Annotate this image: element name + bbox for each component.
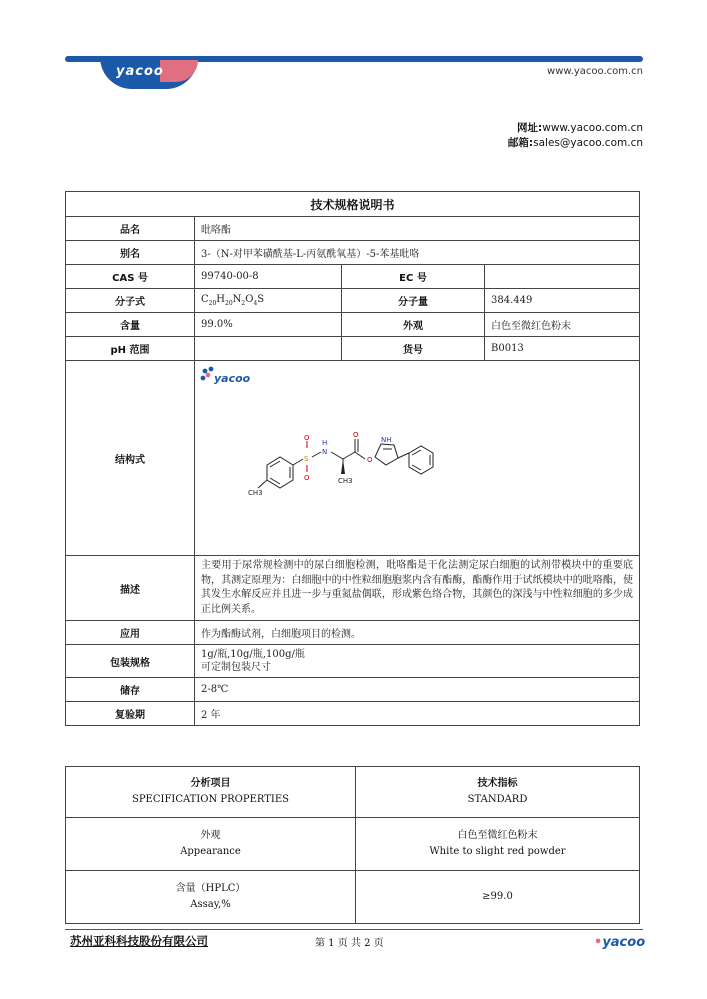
- use-value: 作为酯酶试剂，白细胞项目的检测。: [195, 621, 640, 645]
- structure-logo: [201, 367, 251, 385]
- footer-divider: [65, 929, 643, 930]
- alias-label: 别名: [66, 241, 195, 265]
- structure-label: 结构式: [66, 361, 195, 556]
- cas-label: CAS 号: [66, 265, 195, 289]
- svg-text:O: O: [367, 456, 373, 464]
- content-label: 含量: [66, 313, 195, 337]
- spec-title: 技术规格说明书: [66, 192, 640, 217]
- analysis-row-standard: ≥99.0: [356, 871, 640, 924]
- analysis-row-item: 含量（HPLC） Assay,%: [66, 871, 356, 924]
- desc-value: 主要用于尿常规检测中的尿白细胞检测，吡咯酯是干化法测定尿白细胞的试剂带模块中的重要底物，其测定原理为：白细胞中的中性粒细胞胞浆内含有酯酶，酯酶作用于试纸模块中的吡咯酯，使其发生水解反应并且进一步与重氮盐偶联，形成紫色络合物，其颜色的深浅与中性粒细胞的多少成正比例关系。: [195, 556, 640, 621]
- svg-text:N: N: [322, 448, 328, 456]
- pack-line-1: 1g/瓶,10g/瓶,100g/瓶: [201, 649, 305, 660]
- storage-value: 2-8℃: [195, 678, 640, 702]
- ph-value: [195, 337, 342, 361]
- header-logo-accent: [160, 60, 198, 82]
- pack-value: [195, 645, 640, 678]
- catalog-value: B0013: [485, 337, 640, 361]
- svg-text:O: O: [353, 431, 359, 439]
- svg-text:NH: NH: [381, 436, 392, 444]
- ec-label: EC 号: [342, 265, 485, 289]
- appearance-value: 白色至微红色粉末: [485, 313, 640, 337]
- analysis-col-standard: 技术指标 STANDARD: [356, 767, 640, 818]
- structure-image: [195, 361, 640, 556]
- ec-value: [485, 265, 640, 289]
- mw-value: 384.449: [485, 289, 640, 313]
- analysis-row-item: 外观 Appearance: [66, 818, 356, 871]
- email-label: 邮箱:: [507, 137, 534, 149]
- header-logo: yacoo: [116, 64, 164, 79]
- structure-diagram: [195, 361, 625, 555]
- svg-text:H: H: [322, 439, 328, 447]
- alias-value: 3-（N-对甲苯磺酰基-L-丙氨酰氧基）-5-苯基吡咯: [195, 241, 640, 265]
- email-value[interactable]: sales@yacoo.com.cn: [533, 137, 643, 149]
- header-website[interactable]: www.yacoo.com.cn: [547, 66, 643, 77]
- analysis-col-properties: 分析项目 SPECIFICATION PROPERTIES: [66, 767, 356, 818]
- footer-page-number: 第 1 页 共 2 页: [315, 938, 384, 949]
- desc-label: 描述: [66, 556, 195, 621]
- name-label: 品名: [66, 217, 195, 241]
- footer-company: 苏州亚科科技股份有限公司: [70, 934, 208, 948]
- storage-label: 储存: [66, 678, 195, 702]
- retest-value: 2 年: [195, 702, 640, 726]
- content-value: 99.0%: [195, 313, 342, 337]
- catalog-label: 货号: [342, 337, 485, 361]
- name-value: 吡咯酯: [195, 217, 640, 241]
- analysis-table: [65, 766, 640, 924]
- pack-label: 包装规格: [66, 645, 195, 678]
- svg-text:O: O: [304, 474, 310, 482]
- stereo-wedge: [341, 459, 345, 474]
- svg-text:O: O: [304, 434, 310, 442]
- footer-logo: •yacoo: [594, 935, 646, 950]
- analysis-row-standard: 白色至微红色粉末 White to slight red powder: [356, 818, 640, 871]
- svg-text:yacoo: yacoo: [214, 372, 251, 385]
- spec-table: [65, 191, 640, 726]
- svg-text:CH3: CH3: [338, 477, 353, 485]
- use-label: 应用: [66, 621, 195, 645]
- pack-line-2: 可定制包装尺寸: [201, 662, 271, 673]
- svg-text:CH3: CH3: [248, 489, 263, 497]
- contact-block: [508, 121, 643, 151]
- cas-value: 99740-00-8: [195, 265, 342, 289]
- formula-label: 分子式: [66, 289, 195, 313]
- formula-value: $C_{20}H_{20}N_2O_4S$: [195, 289, 342, 313]
- site-label: 网址:: [517, 122, 543, 134]
- ph-label: pH 范围: [66, 337, 195, 361]
- retest-label: 复验期: [66, 702, 195, 726]
- appearance-label: 外观: [342, 313, 485, 337]
- svg-text:S: S: [304, 455, 309, 463]
- mw-label: 分子量: [342, 289, 485, 313]
- site-value[interactable]: www.yacoo.com.cn: [542, 122, 643, 134]
